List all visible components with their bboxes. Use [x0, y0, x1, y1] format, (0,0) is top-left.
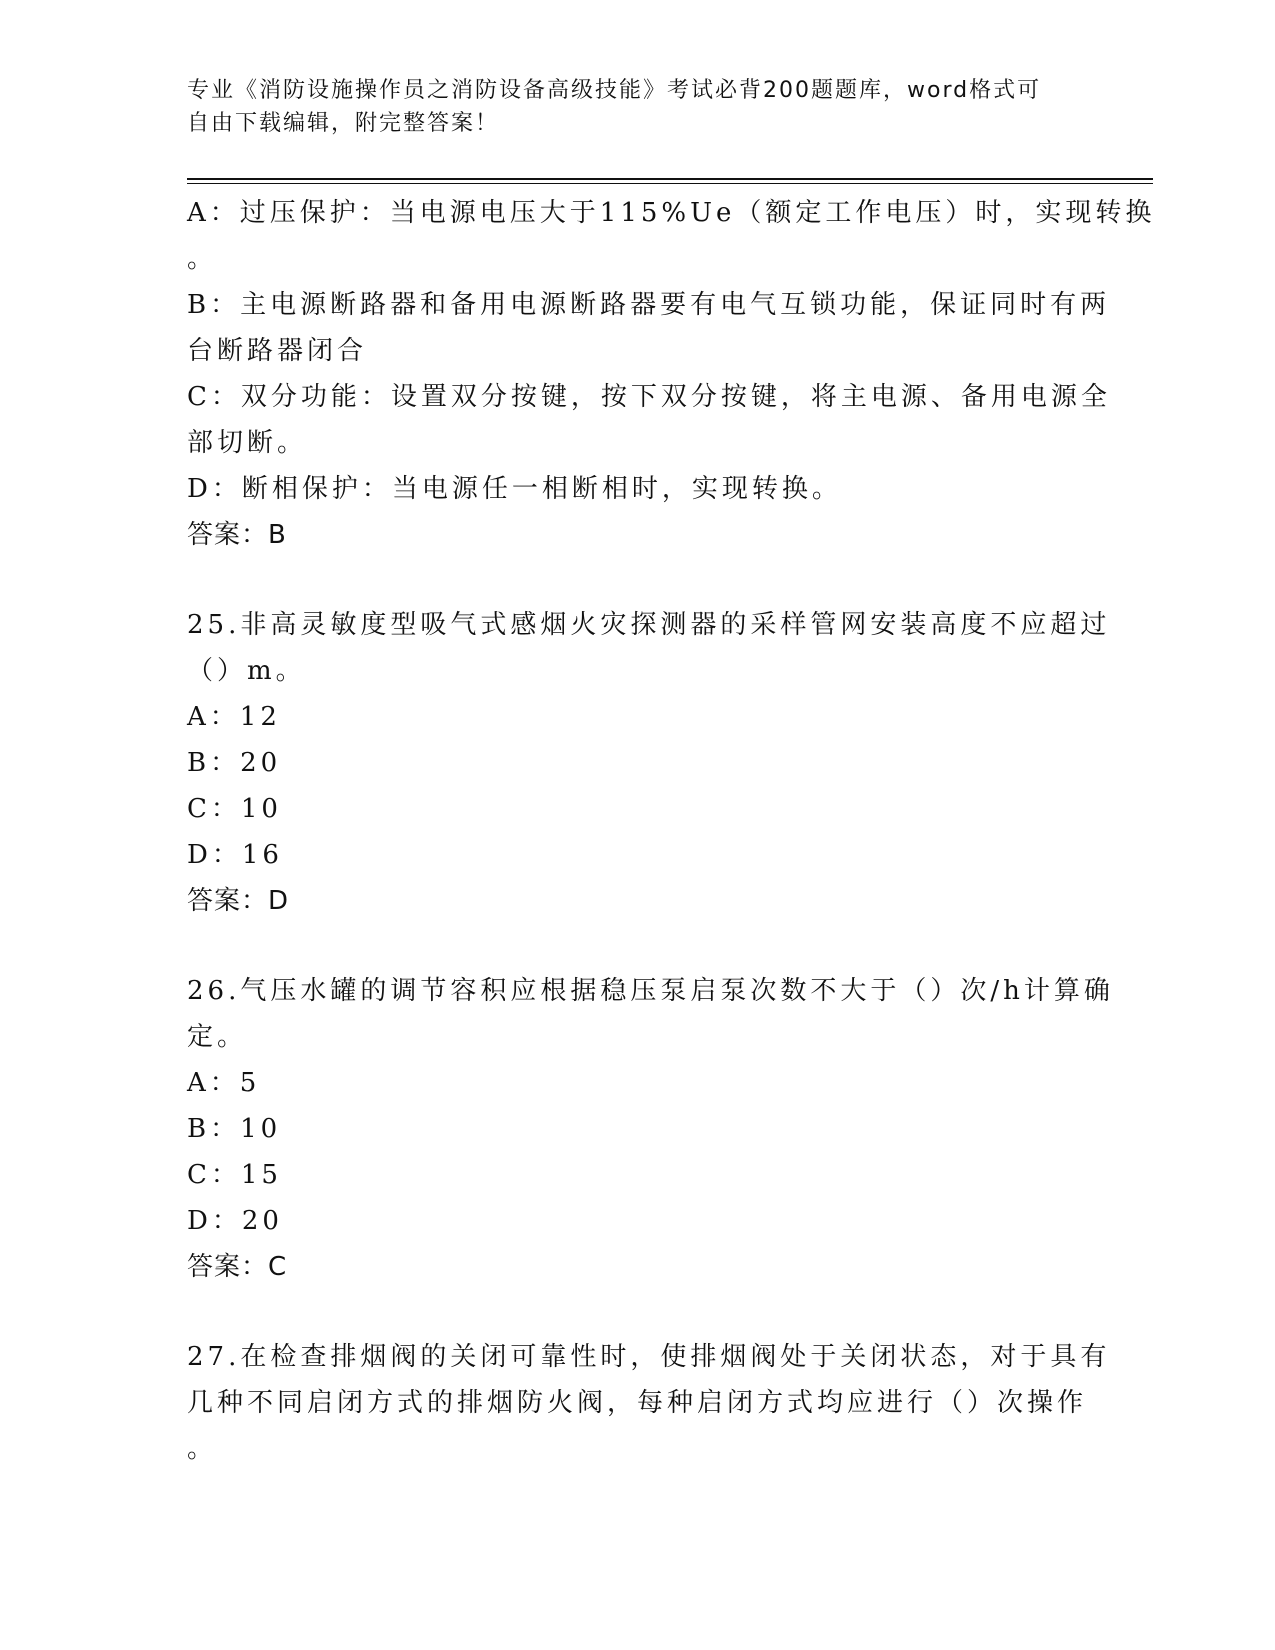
question-list — [187, 190, 1156, 1472]
question-stem-line-1: 27.在检查排烟阀的关闭可靠性时，使排烟阀处于关闭状态，对于具有 — [187, 1342, 1111, 1372]
option-d: D：16 — [187, 840, 283, 870]
header-line-2: 自由下载编辑，附完整答案！ — [187, 111, 500, 136]
question-stem-line-3: 。 — [187, 1434, 218, 1464]
spacer — [187, 924, 1087, 968]
option-b-line-2: 台断路器闭合 — [187, 336, 368, 366]
document-header — [187, 74, 1067, 140]
option-c-line-1: C：双分功能：设置双分按键，按下双分按键，将主电源、备用电源全 — [187, 382, 1111, 412]
option-b: B：10 — [187, 1114, 282, 1144]
answer: 答案：B — [187, 520, 287, 550]
question-stem-line-2: （）m。 — [187, 656, 306, 686]
option-a-line-1: A：过压保护：当电源电压大于115%Ue（额定工作电压）时，实现转换 — [187, 198, 1156, 228]
option-a-line-2: 。 — [187, 244, 218, 274]
spacer — [187, 558, 1087, 602]
option-a: A：5 — [187, 1068, 261, 1098]
answer: 答案：C — [187, 1252, 288, 1282]
question-24-continued — [187, 190, 1156, 558]
header-divider-thin — [187, 183, 1153, 184]
option-c: C：15 — [187, 1160, 282, 1190]
option-c-line-2: 部切断。 — [187, 428, 308, 458]
question-stem-line-2: 几种不同启闭方式的排烟防火阀，每种启闭方式均应进行（）次操作 — [187, 1388, 1088, 1418]
question-stem-line-1: 26.气压水罐的调节容积应根据稳压泵启泵次数不大于（）次/h计算确 — [187, 976, 1114, 1006]
question-27 — [187, 1334, 1111, 1472]
option-d: D：20 — [187, 1206, 283, 1236]
answer: 答案：D — [187, 886, 290, 916]
question-26 — [187, 968, 1114, 1290]
spacer — [187, 1290, 1087, 1334]
header-line-1: 专业《消防设施操作员之消防设备高级技能》考试必背200题题库，word格式可 — [187, 78, 1042, 103]
question-25 — [187, 602, 1111, 924]
header-divider-thick — [187, 178, 1153, 180]
option-b-line-1: B：主电源断路器和备用电源断路器要有电气互锁功能，保证同时有两 — [187, 290, 1111, 320]
option-a: A：12 — [187, 702, 281, 732]
question-stem-line-2: 定。 — [187, 1022, 248, 1052]
option-c: C：10 — [187, 794, 282, 824]
option-b: B：20 — [187, 748, 282, 778]
option-d: D：断相保护：当电源任一相断相时，实现转换。 — [187, 474, 842, 504]
question-stem-line-1: 25.非高灵敏度型吸气式感烟火灾探测器的采样管网安装高度不应超过 — [187, 610, 1111, 640]
